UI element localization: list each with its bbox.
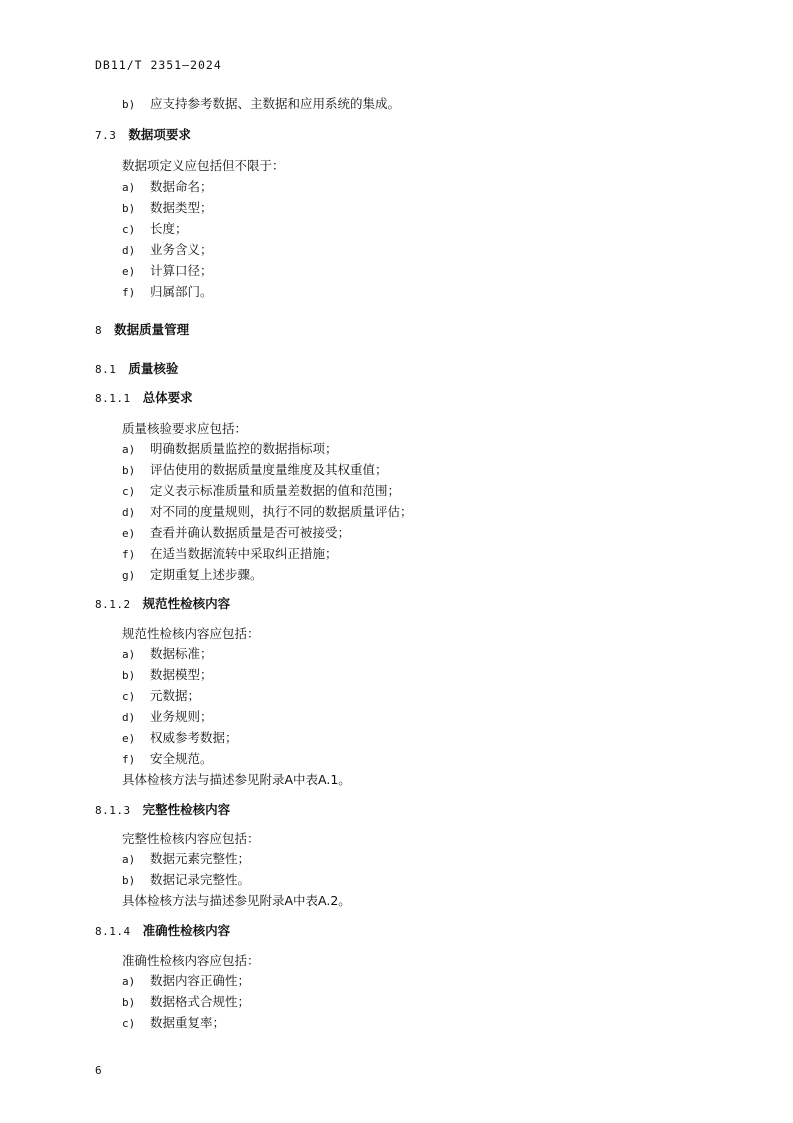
list-item-text: 应支持参考数据、主数据和应用系统的集成。 (150, 96, 401, 111)
list-item (122, 242, 213, 259)
list-item-text: 业务含义； (150, 242, 213, 257)
section-number: 8.1.1 (95, 392, 131, 405)
list-item-text: 明确数据质量监控的数据指标项； (150, 441, 338, 456)
list-marker: a) (122, 975, 136, 988)
paragraph: 准确性检核内容应包括： (122, 953, 260, 968)
list-item-text: 归属部门。 (150, 284, 213, 299)
list-item (122, 667, 213, 684)
list-item (122, 751, 213, 768)
section-number: 8.1 (95, 363, 117, 376)
list-item-text: 数据类型； (150, 200, 213, 215)
list-marker: a) (122, 181, 136, 194)
list-marker: c) (122, 485, 136, 498)
list-item (122, 179, 213, 196)
list-item-text: 数据格式合规性； (150, 994, 251, 1009)
list-marker: f) (122, 753, 136, 766)
section-number: 8.1.2 (95, 598, 131, 611)
list-marker: d) (122, 711, 136, 724)
list-item (122, 994, 250, 1011)
section-title: 总体要求 (142, 390, 193, 405)
section-title: 规范性检核内容 (142, 596, 231, 611)
section-heading-8-1 (95, 361, 178, 378)
list-item (122, 646, 213, 663)
list-item (122, 200, 213, 217)
list-item-text: 数据元素完整性； (150, 851, 251, 866)
list-item (122, 973, 250, 990)
paragraph-note: 具体检核方法与描述参见附录A中表A.2。 (122, 893, 351, 908)
list-item (122, 462, 388, 479)
list-item-text: 数据重复率； (150, 1015, 226, 1030)
list-marker: d) (122, 244, 136, 257)
list-marker: d) (122, 506, 136, 519)
section-title: 质量核验 (128, 361, 179, 376)
paragraph: 质量核验要求应包括： (122, 421, 248, 436)
paragraph: 完整性检核内容应包括： (122, 831, 260, 846)
list-item (122, 504, 413, 521)
list-item (122, 709, 213, 726)
paragraph-note: 具体检核方法与描述参见附录A中表A.1。 (122, 772, 351, 787)
section-number: 8.1.3 (95, 804, 131, 817)
list-item (122, 872, 250, 889)
list-marker: b) (122, 98, 136, 111)
list-marker: b) (122, 202, 136, 215)
list-item (122, 284, 213, 301)
list-item (122, 730, 238, 747)
list-marker: f) (122, 286, 136, 299)
section-heading-8-1-3 (95, 802, 230, 819)
list-marker: e) (122, 527, 136, 540)
list-marker: c) (122, 223, 136, 236)
list-marker: e) (122, 265, 136, 278)
section-title: 数据项要求 (128, 127, 191, 142)
list-marker: b) (122, 669, 136, 682)
list-item (122, 96, 400, 113)
list-item (122, 851, 250, 868)
list-marker: b) (122, 996, 136, 1009)
list-item (122, 567, 263, 584)
section-heading-7-3 (95, 127, 191, 144)
paragraph: 规范性检核内容应包括： (122, 626, 260, 641)
list-marker: b) (122, 464, 136, 477)
list-item-text: 数据命名； (150, 179, 213, 194)
list-item-text: 安全规范。 (150, 751, 213, 766)
list-item (122, 688, 200, 705)
list-marker: f) (122, 548, 136, 561)
list-item (122, 441, 338, 458)
list-item-text: 元数据； (150, 688, 201, 703)
list-marker: b) (122, 874, 136, 887)
list-marker: c) (122, 690, 136, 703)
list-item-text: 数据模型； (150, 667, 213, 682)
section-title: 准确性检核内容 (142, 923, 231, 938)
list-item-text: 数据记录完整性。 (150, 872, 251, 887)
list-marker: a) (122, 443, 136, 456)
chapter-heading-8 (95, 322, 189, 339)
list-item (122, 263, 213, 280)
list-item (122, 483, 400, 500)
list-marker: e) (122, 732, 136, 745)
section-title: 完整性检核内容 (142, 802, 231, 817)
section-heading-8-1-1 (95, 390, 193, 407)
document-id: DB11/T 2351—2024 (95, 58, 222, 72)
list-marker: g) (122, 569, 136, 582)
section-number: 8 (95, 324, 103, 337)
list-item-text: 业务规则； (150, 709, 213, 724)
list-item-text: 评估使用的数据质量度量维度及其权重值； (150, 462, 388, 477)
list-item-text: 定期重复上述步骤。 (150, 567, 263, 582)
list-item-text: 查看并确认数据质量是否可被接受； (150, 525, 351, 540)
list-item (122, 1015, 225, 1032)
list-item-text: 对不同的度量规则，执行不同的数据质量评估； (150, 504, 413, 519)
list-item-text: 在适当数据流转中采取纠正措施； (150, 546, 338, 561)
list-item-text: 权威参考数据； (150, 730, 238, 745)
list-item (122, 546, 338, 563)
paragraph: 数据项定义应包括但不限于： (122, 158, 285, 173)
list-item-text: 长度； (150, 221, 188, 236)
list-item (122, 221, 188, 238)
list-item-text: 数据内容正确性； (150, 973, 251, 988)
list-marker: c) (122, 1017, 136, 1030)
section-title: 数据质量管理 (114, 322, 190, 337)
list-marker: a) (122, 853, 136, 866)
list-item (122, 525, 350, 542)
list-item-text: 计算口径； (150, 263, 213, 278)
section-heading-8-1-2 (95, 596, 230, 613)
section-number: 7.3 (95, 129, 117, 142)
page-number: 6 (95, 1064, 102, 1077)
section-heading-8-1-4 (95, 923, 230, 940)
list-item-text: 定义表示标准质量和质量差数据的值和范围； (150, 483, 401, 498)
section-number: 8.1.4 (95, 925, 131, 938)
list-item-text: 数据标准； (150, 646, 213, 661)
list-marker: a) (122, 648, 136, 661)
